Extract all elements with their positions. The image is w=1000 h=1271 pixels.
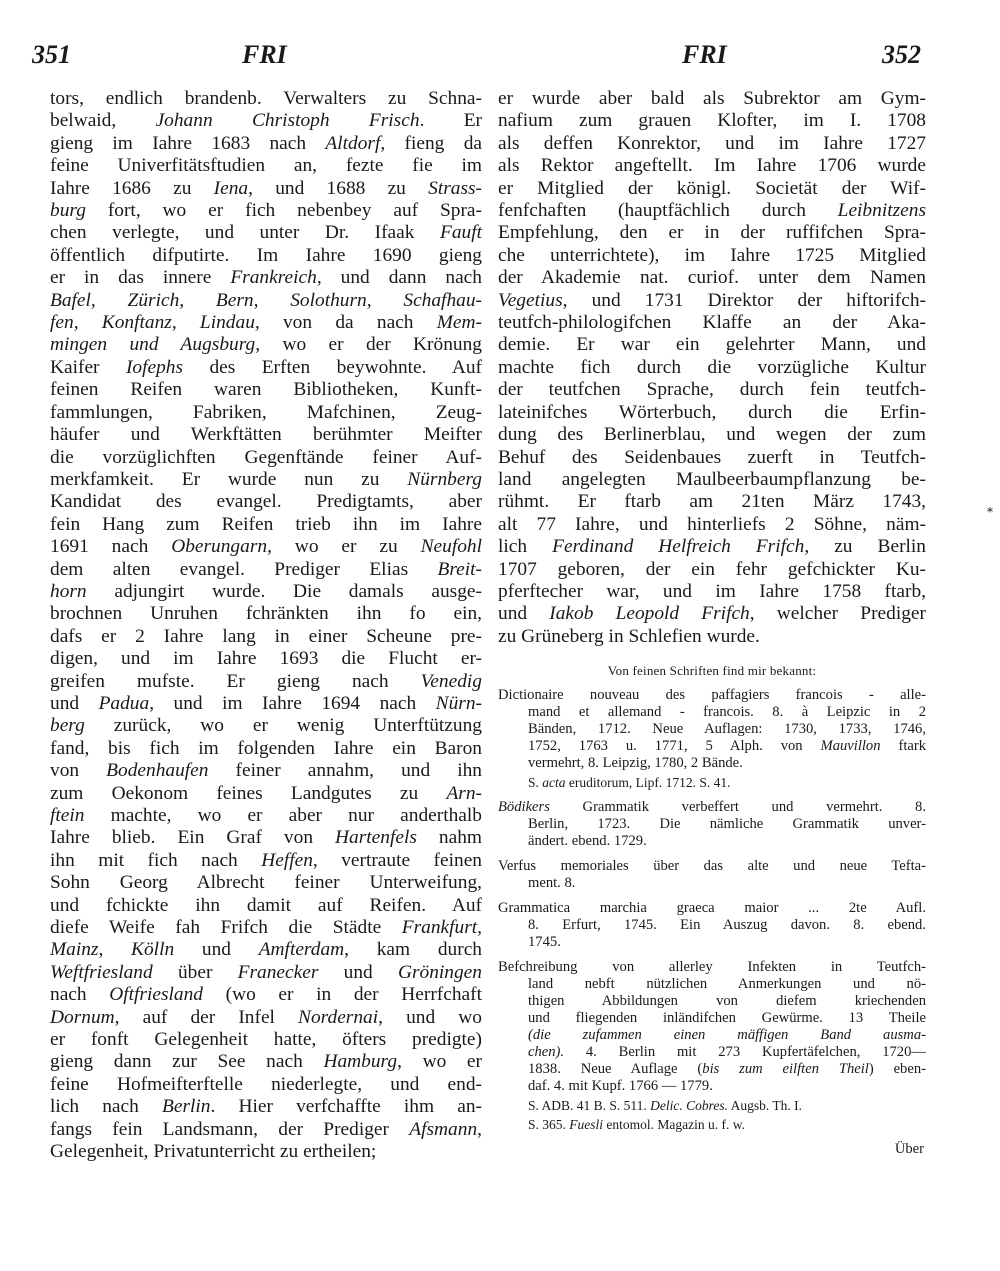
text-run: Grammatica marchia graeca maior ... 2te Aufl. bbox=[498, 900, 926, 917]
text-line bbox=[498, 200, 926, 222]
text-line bbox=[50, 1119, 482, 1141]
italic-text: Leibnitzens bbox=[837, 200, 926, 222]
text-run: der teutfchen Sprache, durch fein teutfch- bbox=[498, 379, 926, 401]
text-line bbox=[50, 850, 482, 872]
italic-text: Mauvillon bbox=[820, 738, 881, 755]
text-run: fenfchaften (hauptfächlich durch bbox=[498, 200, 838, 222]
text-run: (wo er in der Herrfchaft bbox=[202, 984, 482, 1006]
bibliography-line bbox=[498, 976, 926, 993]
text-run: gieng dann zur See nach bbox=[50, 1051, 324, 1073]
italic-text: Oftfriesland bbox=[109, 984, 203, 1006]
italic-text: Venedig bbox=[420, 670, 482, 692]
bibliography-line bbox=[498, 875, 926, 892]
italic-text: ftein bbox=[50, 805, 85, 826]
italic-text: burg bbox=[50, 200, 86, 222]
italic-text: Ferdinand Helfreich Frifch bbox=[552, 536, 805, 558]
text-run: feine Univerfitätsftudien an, fezte fie im bbox=[50, 155, 482, 177]
text-line bbox=[50, 671, 482, 693]
italic-text: Dornum bbox=[50, 1006, 115, 1028]
text-run: nahm bbox=[416, 827, 482, 849]
text-run: , bbox=[477, 1118, 482, 1140]
text-line bbox=[498, 178, 926, 200]
bibliography-entry bbox=[498, 900, 926, 951]
text-run: 8. Erfurt, 1745. Ein Auszug davon. 8. ebend. bbox=[528, 917, 926, 934]
italic-text: Mainz, Kölln bbox=[50, 939, 175, 961]
bibliography-line bbox=[498, 833, 926, 850]
text-run: entomol. Magazin u. f. w. bbox=[603, 1117, 745, 1133]
text-line bbox=[50, 603, 482, 625]
text-run: fammlungen, Fabriken, Mafchinen, Zeug- bbox=[50, 401, 482, 423]
text-run: , und wo bbox=[378, 1006, 482, 1028]
text-run: er fonft Gelegenheit hatte, öfters predigte) bbox=[50, 1029, 482, 1051]
text-run: und bbox=[174, 939, 259, 961]
text-run: Verfus memoriales über das alte und neue Tefta- bbox=[498, 858, 926, 875]
text-run: er wurde aber bald als Subrektor am Gym- bbox=[498, 88, 926, 109]
right-column bbox=[498, 88, 926, 1158]
text-run: . Hier verfchaffte ihm an- bbox=[210, 1096, 482, 1118]
text-line bbox=[50, 626, 482, 648]
text-run: Kaifer bbox=[50, 356, 126, 378]
text-run: als Rektor angeftellt. Im Iahre 1706 wurde bbox=[498, 155, 926, 177]
text-line bbox=[498, 536, 926, 558]
text-run: 1752, 1763 u. 1771, 5 Alph. von bbox=[528, 738, 821, 755]
text-run: adjungirt wurde. Die damals ausge- bbox=[86, 580, 482, 602]
text-line bbox=[498, 88, 926, 110]
text-line bbox=[50, 1007, 482, 1029]
italic-text: Frankfurt, bbox=[401, 917, 482, 939]
bibliography-note bbox=[498, 1097, 926, 1114]
bibliography bbox=[498, 662, 926, 1158]
text-run: , wo er bbox=[397, 1051, 482, 1073]
text-line bbox=[50, 178, 482, 200]
text-line bbox=[50, 447, 482, 469]
text-run: machte, wo er aber nur anderthalb bbox=[84, 805, 482, 826]
bibliography-line bbox=[498, 687, 926, 704]
right-column-text bbox=[498, 88, 926, 648]
bibliography-line bbox=[498, 858, 926, 875]
text-run: eruditorum, Lipf. 1712. S. 41. bbox=[565, 775, 731, 791]
text-run: , auf der Infel bbox=[114, 1006, 299, 1028]
bibliography-line bbox=[498, 704, 926, 721]
italic-text: acta bbox=[542, 775, 566, 791]
italic-text: berg bbox=[50, 715, 85, 737]
italic-text: chen). bbox=[528, 1044, 565, 1061]
text-run: fort, wo er fich nebenbey auf Spra- bbox=[85, 200, 482, 222]
text-run: , und im Iahre 1694 nach bbox=[149, 692, 436, 714]
text-run: des Erften beywohnte. Auf bbox=[183, 356, 482, 378]
text-run: ftark bbox=[880, 738, 927, 755]
text-run: dafs er 2 Iahre lang in einer Scheune pre- bbox=[50, 625, 482, 647]
text-run: ) eben- bbox=[868, 1061, 926, 1078]
text-line bbox=[50, 88, 482, 110]
text-run: tors, endlich brandenb. Verwalters zu Schna- bbox=[50, 88, 482, 109]
bibliography-note bbox=[498, 774, 926, 791]
text-line bbox=[498, 222, 926, 244]
italic-text: Delic. Cobres. bbox=[650, 1098, 729, 1114]
text-line bbox=[498, 603, 926, 625]
bibliography-entry bbox=[498, 858, 926, 892]
italic-text: Strass- bbox=[428, 177, 482, 199]
italic-text: Franecker bbox=[237, 961, 319, 983]
bibliography-line bbox=[498, 1044, 926, 1061]
text-run: Befchreibung von allerley Infekten in Teutfch- bbox=[498, 959, 926, 976]
text-line bbox=[50, 783, 482, 805]
text-run: , wo er zu bbox=[267, 536, 421, 558]
text-run: land angelegten Maulbeerbaumpflanzung be- bbox=[498, 468, 926, 490]
text-run: zu Grüneberg in Schlefien wurde. bbox=[498, 625, 760, 647]
bibliography-heading: Von feinen Schriften find mir bekannt: bbox=[607, 663, 817, 679]
text-line bbox=[50, 133, 482, 155]
italic-text: Padua bbox=[98, 692, 150, 714]
text-run: häufer und Werkftätten berühmter Meifter bbox=[50, 424, 482, 446]
text-run: rühmt. Er ftarb am 21ten März 1743, bbox=[498, 491, 926, 513]
text-run: teutfch-philologifchen Klaffe an der Aka- bbox=[498, 312, 926, 334]
text-run: als deffen Konrektor, und im Iahre 1727 bbox=[498, 132, 926, 154]
text-line bbox=[50, 424, 482, 446]
text-run: Iahre blieb. Ein Graf von bbox=[50, 827, 336, 849]
text-run: Dictionaire nouveau des paffagiers francois - alle- bbox=[498, 687, 926, 704]
italic-text: Arn- bbox=[446, 782, 482, 804]
bibliography-line bbox=[498, 959, 926, 976]
text-run: , kam durch bbox=[344, 939, 482, 961]
text-run: über bbox=[152, 961, 238, 983]
bibliography-line bbox=[498, 934, 926, 951]
text-run: und fliegenden inländifchen Gewürme. 13 Theile bbox=[528, 1010, 926, 1027]
text-run: , vertraute feinen bbox=[312, 849, 482, 871]
bibliography-line bbox=[498, 721, 926, 738]
text-line bbox=[50, 827, 482, 849]
text-run: Iahre 1686 zu bbox=[50, 177, 214, 199]
italic-text: Johann Christoph Frisch bbox=[155, 110, 420, 132]
text-line bbox=[50, 267, 482, 289]
text-line bbox=[50, 379, 482, 401]
text-line bbox=[498, 469, 926, 491]
bibliography-line bbox=[498, 900, 926, 917]
italic-text: Iena bbox=[213, 177, 249, 199]
text-line bbox=[50, 1051, 482, 1073]
text-line bbox=[50, 917, 482, 939]
page-number-right: 352 bbox=[882, 40, 921, 69]
text-run: dung des Berlinerblau, und wegen der zum bbox=[498, 424, 926, 446]
bibliography-entry bbox=[498, 799, 926, 850]
text-run: gieng im Iahre 1683 nach bbox=[50, 132, 326, 154]
text-run: ment. 8. bbox=[528, 875, 576, 892]
italic-text: fen, Konftanz, Lindau, bbox=[50, 312, 260, 334]
text-line bbox=[498, 581, 926, 603]
text-line bbox=[50, 110, 482, 132]
text-run: S. bbox=[528, 775, 543, 791]
text-run: Berlin, 1723. Die nämliche Grammatik unver- bbox=[528, 816, 926, 833]
text-run: 1745. bbox=[528, 934, 561, 951]
text-line bbox=[50, 200, 482, 222]
text-run: machte fich durch die vorzügliche Kultur bbox=[498, 356, 926, 378]
text-run: , und dann nach bbox=[316, 267, 482, 289]
text-run: demie. Er war ein gelehrter Mann, und bbox=[498, 334, 926, 356]
text-run: thigen Abbildungen von diefem kriechenden bbox=[528, 993, 926, 1010]
text-run: fand, bis fich im folgenden Iahre ein Baron bbox=[50, 737, 482, 759]
text-line bbox=[50, 715, 482, 737]
text-line bbox=[498, 312, 926, 334]
text-run: Sohn Georg Albrecht feiner Unterweifung, bbox=[50, 872, 482, 894]
text-run: und bbox=[318, 961, 398, 983]
text-run: wo er der Krönung bbox=[260, 334, 482, 356]
italic-text: Mem- bbox=[436, 312, 482, 334]
text-run: lich bbox=[498, 536, 553, 558]
text-run: Kandidat des evangel. Predigtamts, aber bbox=[50, 491, 482, 513]
text-line bbox=[50, 1141, 482, 1163]
italic-text: Bodenhaufen bbox=[106, 760, 209, 782]
text-run: feinen Reifen waren Bibliotheken, Kunft- bbox=[50, 379, 482, 401]
text-line bbox=[50, 1029, 482, 1051]
bibliography-line bbox=[498, 738, 926, 755]
margin-mark: * bbox=[987, 505, 993, 519]
text-line bbox=[498, 424, 926, 446]
bibliography-line bbox=[498, 993, 926, 1010]
text-run: fein Hang zum Reifen trieb ihn im Iahre bbox=[50, 513, 482, 535]
text-run: diefe Weife fah Frifch die Städte bbox=[50, 917, 402, 939]
text-line bbox=[498, 447, 926, 469]
bibliography-entries bbox=[498, 687, 926, 1133]
text-line bbox=[50, 245, 482, 267]
text-line bbox=[498, 491, 926, 513]
text-line bbox=[50, 290, 482, 312]
text-line bbox=[498, 626, 926, 648]
italic-text: Breit- bbox=[437, 558, 482, 580]
text-line bbox=[50, 939, 482, 961]
text-run: er Mitglied der königl. Societät der Wif- bbox=[498, 177, 926, 199]
text-run: chen verlegte, und unter Dr. Ifaak bbox=[50, 222, 440, 244]
bibliography-line bbox=[498, 1061, 926, 1078]
text-run: von bbox=[50, 760, 107, 782]
text-run: lateinifches Wörterbuch, durch die Erfin- bbox=[498, 401, 926, 423]
text-run: greifen mufste. Er gieng nach bbox=[50, 670, 421, 692]
text-line bbox=[50, 155, 482, 177]
text-run: Bänden, 1712. Neue Auflagen: 1730, 1733, 1746, bbox=[528, 721, 926, 738]
text-line bbox=[498, 267, 926, 289]
text-run: 4. Berlin mit 273 Kupfertäfelchen, 1720— bbox=[564, 1044, 926, 1061]
text-line bbox=[50, 872, 482, 894]
text-run: Empfehlung, den er in der ruffifchen Spra- bbox=[498, 222, 926, 244]
text-line bbox=[498, 514, 926, 536]
italic-text: (die zufammen einen mäffigen Band ausma- bbox=[528, 1027, 926, 1044]
italic-text: Fuesli bbox=[569, 1117, 604, 1133]
text-run: feine Hofmeifterftelle niederlegte, und end- bbox=[50, 1073, 482, 1095]
italic-text: Nürnberg bbox=[407, 468, 482, 490]
italic-text: Nürn- bbox=[435, 692, 482, 714]
text-line bbox=[498, 133, 926, 155]
bibliography-note bbox=[498, 1116, 926, 1133]
text-run: lich nach bbox=[50, 1096, 162, 1118]
text-run: Behuf des Seidenbaues zuerft in Teutfch- bbox=[498, 446, 926, 468]
text-line bbox=[498, 379, 926, 401]
text-line bbox=[50, 648, 482, 670]
text-run: nach bbox=[50, 984, 110, 1006]
bibliography-line bbox=[498, 1078, 926, 1095]
bibliography-line bbox=[498, 799, 926, 816]
italic-text: Neufohl bbox=[420, 536, 482, 558]
text-run: , welcher Prediger bbox=[749, 603, 926, 625]
text-run: land nebft nützlichen Anmerkungen und nö- bbox=[528, 976, 926, 993]
text-run: 1707 geboren, der ein fehr gefchickter Ku- bbox=[498, 558, 926, 580]
text-run: zum Oekonom feines Landgutes zu bbox=[50, 782, 447, 804]
text-line bbox=[50, 693, 482, 715]
italic-text: Nordernai bbox=[298, 1006, 379, 1028]
text-line bbox=[50, 1074, 482, 1096]
text-run: vermehrt, 8. Leipzig, 1780, 2 Bände. bbox=[528, 755, 743, 772]
italic-text: Gröningen bbox=[397, 961, 482, 983]
text-line bbox=[50, 581, 482, 603]
italic-text: Iofephs bbox=[125, 356, 184, 378]
text-run: ändert. ebend. 1729. bbox=[528, 833, 647, 850]
text-run: mand et allemand - francois. 8. à Leipzic in 2 bbox=[528, 704, 926, 721]
bibliography-entry bbox=[498, 959, 926, 1133]
text-line bbox=[498, 402, 926, 424]
text-line bbox=[498, 155, 926, 177]
text-line bbox=[50, 895, 482, 917]
text-line bbox=[50, 805, 482, 827]
italic-text: Berlin bbox=[162, 1096, 211, 1118]
text-run: merkfamkeit. Er wurde nun zu bbox=[50, 468, 408, 490]
text-run: , und 1688 zu bbox=[248, 177, 429, 199]
text-line bbox=[498, 357, 926, 379]
text-run: 1838. Neue Auflage ( bbox=[528, 1061, 703, 1078]
text-line bbox=[50, 559, 482, 581]
text-run: alt 77 Iahre, und hinterliefs 2 Söhne, näm- bbox=[498, 513, 926, 535]
italic-text: mingen und Augsburg, bbox=[50, 334, 261, 356]
text-line bbox=[50, 536, 482, 558]
text-run: zurück, wo er wenig Unterftützung bbox=[84, 715, 482, 737]
text-run: pferftecher war, und im Iahre 1758 ftarb, bbox=[498, 580, 926, 602]
catchword: Über bbox=[894, 1141, 924, 1158]
italic-text: Weftfriesland bbox=[50, 961, 153, 983]
italic-text: Bödikers bbox=[498, 799, 550, 816]
text-run: Grammatik verbeffert und vermehrt. 8. bbox=[549, 799, 926, 816]
text-line bbox=[498, 334, 926, 356]
text-line bbox=[50, 402, 482, 424]
italic-text: Oberungarn bbox=[171, 536, 268, 558]
text-run: . Er bbox=[419, 110, 482, 132]
bibliography-line bbox=[498, 1027, 926, 1044]
text-line bbox=[50, 334, 482, 356]
text-run: che unterrichtete), im Iahre 1725 Mitglied bbox=[498, 244, 926, 266]
text-run: und bbox=[498, 603, 550, 625]
italic-text: Heffen bbox=[261, 849, 313, 871]
bibliography-line bbox=[498, 917, 926, 934]
text-run: S. 365. bbox=[528, 1117, 570, 1133]
text-run: digen, und im Iahre 1693 die Flucht er- bbox=[50, 648, 482, 670]
text-run: die vorzüglichften Gegenftände feiner Auf- bbox=[50, 446, 482, 468]
text-line bbox=[50, 222, 482, 244]
text-run: Gelegenheit, Privatunterricht zu ertheilen; bbox=[50, 1141, 377, 1163]
text-line bbox=[50, 760, 482, 782]
text-line bbox=[50, 1096, 482, 1118]
italic-text: Fauft bbox=[439, 222, 482, 244]
text-run: nafium zum grauen Klofter, im I. 1708 bbox=[498, 110, 926, 132]
bibliography-line bbox=[498, 1010, 926, 1027]
italic-text: Altdorf bbox=[325, 132, 381, 154]
italic-text: Frankreich bbox=[230, 267, 317, 289]
text-run: Augsb. Th. I. bbox=[728, 1098, 803, 1114]
text-run: der Akademie nat. curiof. unter dem Namen bbox=[498, 267, 926, 289]
running-headword-right: FRI bbox=[682, 40, 727, 69]
text-run: , und 1731 Direktor der hiftorifch- bbox=[562, 289, 926, 311]
text-run: , fieng da bbox=[380, 132, 483, 154]
text-run: , zu Berlin bbox=[804, 536, 926, 558]
text-run: und bbox=[50, 692, 99, 714]
text-line bbox=[498, 290, 926, 312]
italic-text: Afsmann bbox=[409, 1118, 478, 1140]
text-run: öffentlich difputirte. Im Iahre 1690 gieng bbox=[50, 244, 482, 266]
text-line bbox=[50, 962, 482, 984]
text-line bbox=[498, 559, 926, 581]
text-run: und fchickte ihn damit auf Reifen. Auf bbox=[50, 894, 482, 916]
text-run: daf. 4. mit Kupf. 1766 — 1779. bbox=[528, 1078, 713, 1095]
text-line bbox=[50, 738, 482, 760]
italic-text: horn bbox=[50, 580, 87, 602]
text-line bbox=[50, 984, 482, 1006]
italic-text: Bafel, Zürich, Bern, Solothurn, Schafhau- bbox=[50, 289, 482, 311]
text-run: brochnen Unruhen fchränkten ihn fo ein, bbox=[50, 603, 482, 625]
text-run: fangs fein Landsmann, der Prediger bbox=[50, 1118, 410, 1140]
text-run: er in das innere bbox=[50, 267, 231, 289]
text-line bbox=[50, 514, 482, 536]
italic-text: Iakob Leopold Frifch bbox=[549, 603, 750, 625]
page-header bbox=[0, 40, 1000, 80]
running-headword-left: FRI bbox=[242, 40, 287, 69]
italic-text: Hartenfels bbox=[335, 827, 417, 849]
italic-text: Hamburg bbox=[323, 1051, 398, 1073]
left-column-text bbox=[50, 88, 482, 1164]
text-line bbox=[498, 110, 926, 132]
text-run: belwaid, bbox=[50, 110, 156, 132]
text-line bbox=[50, 491, 482, 513]
text-run: feiner annahm, und ihn bbox=[208, 760, 483, 782]
text-line bbox=[498, 245, 926, 267]
text-run: S. ADB. 41 B. S. 511. bbox=[528, 1098, 651, 1114]
text-run: dem alten evangel. Prediger Elias bbox=[50, 558, 438, 580]
bibliography-entry bbox=[498, 687, 926, 791]
bibliography-line bbox=[498, 816, 926, 833]
text-line bbox=[50, 357, 482, 379]
bibliography-line bbox=[498, 755, 926, 772]
text-run: von da nach bbox=[259, 312, 437, 334]
italic-text: Amfterdam bbox=[258, 939, 345, 961]
text-line bbox=[50, 469, 482, 491]
italic-text: bis zum eilften Theil bbox=[702, 1061, 869, 1078]
text-run: 1691 nach bbox=[50, 536, 172, 558]
text-run: ihn mit fich nach bbox=[50, 849, 262, 871]
italic-text: Vegetius bbox=[498, 289, 563, 311]
text-line bbox=[50, 312, 482, 334]
page-number-left: 351 bbox=[32, 40, 71, 69]
